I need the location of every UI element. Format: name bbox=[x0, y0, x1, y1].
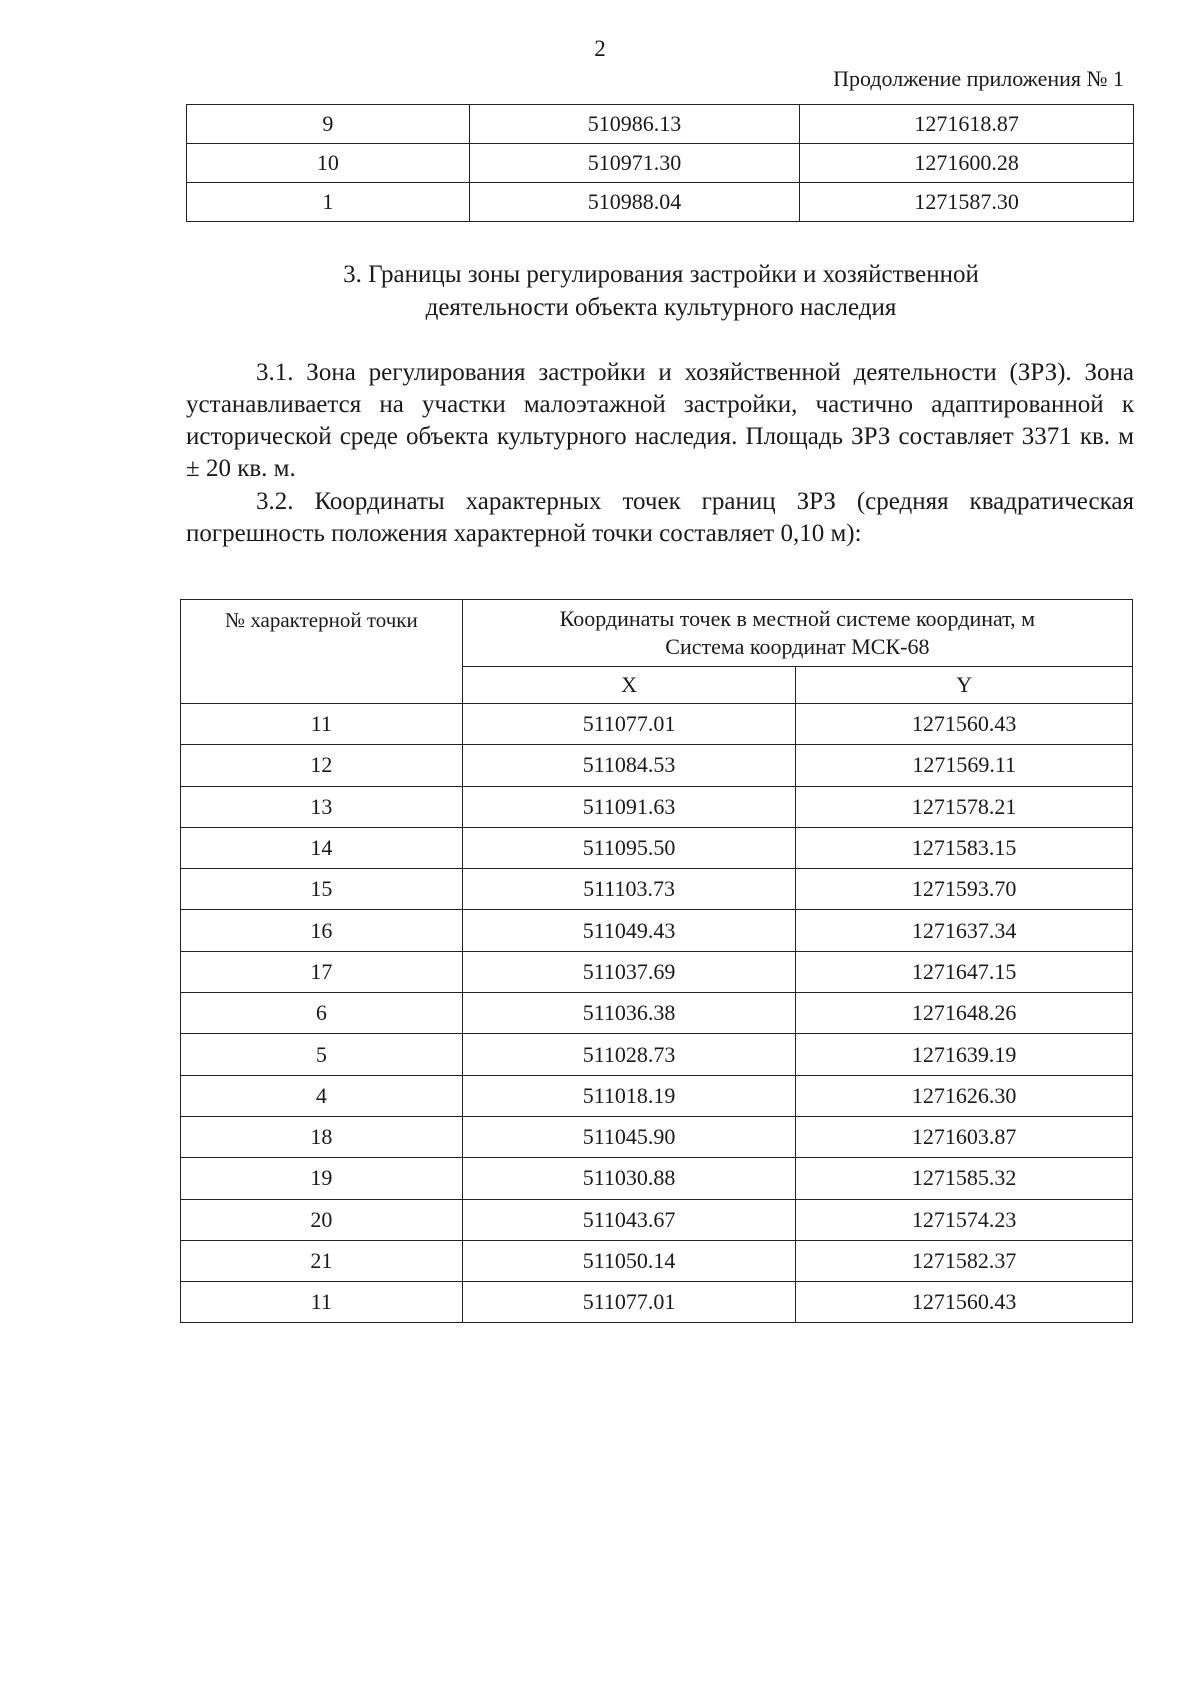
table-row bbox=[181, 993, 1133, 1034]
table-row bbox=[181, 827, 1133, 868]
x-value: 511028.73 bbox=[462, 1034, 796, 1075]
point-number: 5 bbox=[181, 1034, 463, 1075]
table-row bbox=[181, 1240, 1133, 1281]
point-number: 14 bbox=[181, 827, 463, 868]
point-number: 13 bbox=[181, 786, 463, 827]
point-number: 6 bbox=[181, 993, 463, 1034]
y-value: 1271618.87 bbox=[800, 105, 1134, 144]
y-value: 1271603.87 bbox=[796, 1116, 1133, 1157]
y-value: 1271574.23 bbox=[796, 1199, 1133, 1240]
x-value: 511091.63 bbox=[462, 786, 796, 827]
y-value: 1271648.26 bbox=[796, 993, 1133, 1034]
x-value: 511103.73 bbox=[462, 869, 796, 910]
table-row bbox=[181, 1034, 1133, 1075]
y-value: 1271569.11 bbox=[796, 745, 1133, 786]
section-heading bbox=[186, 258, 1136, 324]
paragraph-3-2-text: 3.2. Координаты характерных точек границ ЗРЗ (средняя квадратическая погрешность положения характерной точки составляет 0,10 м): bbox=[186, 488, 1134, 547]
point-number: 10 bbox=[187, 144, 470, 183]
point-number: 19 bbox=[181, 1158, 463, 1199]
x-value: 511049.43 bbox=[462, 910, 796, 951]
table-row bbox=[181, 910, 1133, 951]
header-system-line2: Система координат МСК-68 bbox=[665, 634, 930, 659]
y-value: 1271582.37 bbox=[796, 1240, 1133, 1281]
x-value: 511045.90 bbox=[462, 1116, 796, 1157]
x-value: 511018.19 bbox=[462, 1075, 796, 1116]
section-heading-line2: деятельности объекта культурного наследия bbox=[425, 294, 897, 321]
paragraph-3-1-text: 3.1. Зона регулирования застройки и хозяйственной деятельности (ЗРЗ). Зона устанавливается на участки малоэтажной застройки, частично адаптированной к исторической среде объекта культурного наследия. Площадь ЗРЗ составляет 3371 кв. м ± 20 кв. м. bbox=[186, 359, 1134, 482]
x-value: 510988.04 bbox=[469, 183, 800, 222]
y-value: 1271578.21 bbox=[796, 786, 1133, 827]
point-number: 1 bbox=[187, 183, 470, 222]
zrz-coordinates-table bbox=[180, 599, 1133, 1323]
continuation-label: Продолжение приложения № 1 bbox=[833, 66, 1124, 91]
y-value: 1271560.43 bbox=[796, 704, 1133, 745]
header-system-line1: Координаты точек в местной системе координат, м bbox=[559, 606, 1036, 631]
header-x: X bbox=[462, 667, 796, 704]
x-value: 510971.30 bbox=[469, 144, 800, 183]
x-value: 511084.53 bbox=[462, 745, 796, 786]
table-row bbox=[181, 1075, 1133, 1116]
y-value: 1271587.30 bbox=[800, 183, 1134, 222]
header-point-number: № характерной точки bbox=[181, 600, 463, 704]
point-number: 9 bbox=[187, 105, 470, 144]
x-value: 511037.69 bbox=[462, 951, 796, 992]
paragraph-3-2 bbox=[186, 486, 1134, 550]
x-value: 511036.38 bbox=[462, 993, 796, 1034]
y-value: 1271593.70 bbox=[796, 869, 1133, 910]
paragraph-3-1 bbox=[186, 357, 1134, 485]
x-value: 511077.01 bbox=[462, 704, 796, 745]
point-number: 11 bbox=[181, 1282, 463, 1323]
point-number: 17 bbox=[181, 951, 463, 992]
header-coordinate-system bbox=[462, 600, 1132, 667]
table-row bbox=[187, 183, 1134, 222]
table-row bbox=[187, 144, 1134, 183]
y-value: 1271560.43 bbox=[796, 1282, 1133, 1323]
header-y: Y bbox=[796, 667, 1133, 704]
y-value: 1271600.28 bbox=[800, 144, 1134, 183]
y-value: 1271626.30 bbox=[796, 1075, 1133, 1116]
page-number: 2 bbox=[594, 36, 606, 61]
previous-coordinates-table bbox=[186, 104, 1134, 222]
x-value: 511095.50 bbox=[462, 827, 796, 868]
x-value: 511030.88 bbox=[462, 1158, 796, 1199]
y-value: 1271583.15 bbox=[796, 827, 1133, 868]
point-number: 15 bbox=[181, 869, 463, 910]
table-row bbox=[181, 786, 1133, 827]
y-value: 1271637.34 bbox=[796, 910, 1133, 951]
table-row bbox=[181, 1199, 1133, 1240]
table-row bbox=[181, 1158, 1133, 1199]
table-row bbox=[181, 704, 1133, 745]
point-number: 16 bbox=[181, 910, 463, 951]
table-row bbox=[181, 951, 1133, 992]
y-value: 1271647.15 bbox=[796, 951, 1133, 992]
table-row bbox=[181, 1116, 1133, 1157]
point-number: 20 bbox=[181, 1199, 463, 1240]
x-value: 511050.14 bbox=[462, 1240, 796, 1281]
point-number: 4 bbox=[181, 1075, 463, 1116]
section-heading-line1: 3. Границы зоны регулирования застройки и хозяйственной bbox=[343, 261, 979, 288]
table-row bbox=[187, 105, 1134, 144]
table-row bbox=[181, 869, 1133, 910]
table-row bbox=[181, 1282, 1133, 1323]
table-row bbox=[181, 745, 1133, 786]
y-value: 1271585.32 bbox=[796, 1158, 1133, 1199]
x-value: 510986.13 bbox=[469, 105, 800, 144]
x-value: 511077.01 bbox=[462, 1282, 796, 1323]
x-value: 511043.67 bbox=[462, 1199, 796, 1240]
point-number: 11 bbox=[181, 704, 463, 745]
point-number: 21 bbox=[181, 1240, 463, 1281]
point-number: 18 bbox=[181, 1116, 463, 1157]
y-value: 1271639.19 bbox=[796, 1034, 1133, 1075]
point-number: 12 bbox=[181, 745, 463, 786]
